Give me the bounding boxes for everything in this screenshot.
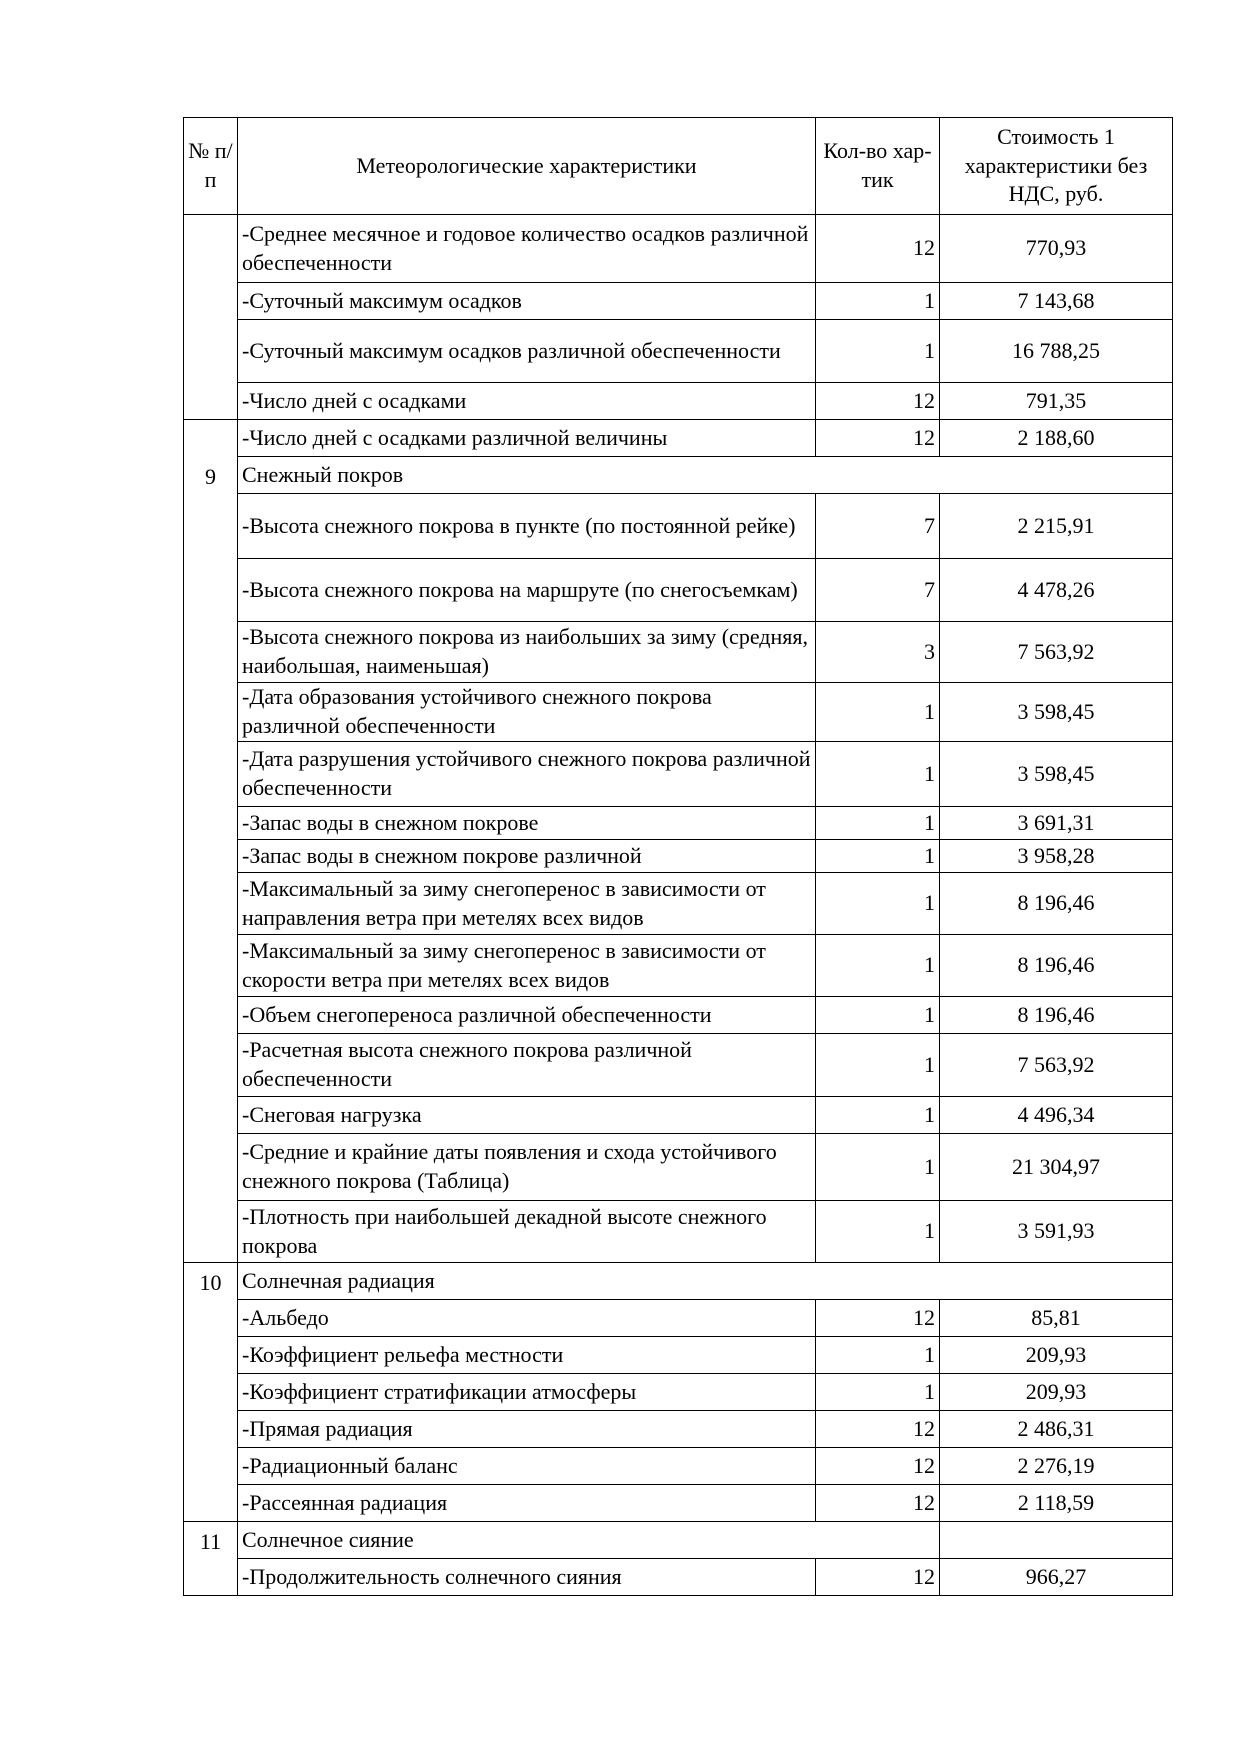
characteristic-name: -Высота снежного покрова из наибольших за зиму (средняя, наибольшая, наименьшая)	[238, 622, 816, 683]
characteristic-cost: 16 788,25	[940, 320, 1173, 383]
characteristic-cost: 3 591,93	[940, 1201, 1173, 1263]
table-row	[184, 683, 1173, 742]
characteristic-quantity: 1	[816, 935, 940, 997]
characteristic-cost: 7 563,92	[940, 622, 1173, 683]
characteristic-cost: 8 196,46	[940, 935, 1173, 997]
characteristic-cost: 3 598,45	[940, 683, 1173, 742]
characteristic-quantity: 1	[816, 320, 940, 383]
characteristic-name: -Дата образования устойчивого снежного покрова различной обеспеченности	[238, 683, 816, 742]
characteristic-cost: 7 563,92	[940, 1034, 1173, 1097]
characteristic-cost: 21 304,97	[940, 1134, 1173, 1201]
characteristic-cost: 2 276,19	[940, 1448, 1173, 1485]
characteristic-name: -Средние и крайние даты появления и схода устойчивого снежного покрова (Таблица)	[238, 1134, 816, 1201]
characteristic-quantity: 7	[816, 494, 940, 559]
characteristic-cost: 85,81	[940, 1300, 1173, 1337]
section-title: Снежный покров	[238, 457, 1173, 494]
characteristic-quantity: 12	[816, 420, 940, 457]
characteristic-name: -Продолжительность солнечного сияния	[238, 1559, 816, 1596]
characteristic-name: -Число дней с осадками	[238, 383, 816, 420]
header-quantity: Кол-во хар-тик	[816, 118, 940, 215]
table-row	[184, 1559, 1173, 1596]
table-row	[184, 742, 1173, 807]
table-row	[184, 1411, 1173, 1448]
characteristic-quantity: 7	[816, 559, 940, 622]
section-row	[184, 1522, 1173, 1559]
characteristic-quantity: 1	[816, 1134, 940, 1201]
characteristic-quantity: 1	[816, 742, 940, 807]
section-title: Солнечное сияние	[238, 1522, 940, 1559]
section-row	[184, 1263, 1173, 1300]
row-number-cell	[184, 215, 238, 420]
table-row	[184, 494, 1173, 559]
characteristic-quantity: 1	[816, 807, 940, 840]
characteristic-cost: 209,93	[940, 1374, 1173, 1411]
characteristic-name: -Запас воды в снежном покрове различной	[238, 840, 816, 873]
characteristic-name: -Коэффициент рельефа местности	[238, 1337, 816, 1374]
characteristic-quantity: 1	[816, 840, 940, 873]
characteristic-name: -Число дней с осадками различной величины	[238, 420, 816, 457]
characteristic-cost: 2 118,59	[940, 1485, 1173, 1522]
table-row	[184, 807, 1173, 840]
table-row	[184, 935, 1173, 997]
characteristic-quantity: 12	[816, 1559, 940, 1596]
characteristic-quantity: 12	[816, 1448, 940, 1485]
characteristic-name: -Объем снегопереноса различной обеспеченности	[238, 997, 816, 1034]
row-number-cell: 9	[184, 420, 238, 1263]
characteristic-name: -Максимальный за зиму снегоперенос в зависимости от направления ветра при метелях всех видов	[238, 873, 816, 935]
header-characteristic: Метеорологические характеристики	[238, 118, 816, 215]
characteristic-quantity: 1	[816, 873, 940, 935]
table-row	[184, 320, 1173, 383]
characteristic-quantity: 12	[816, 215, 940, 283]
table-row	[184, 1485, 1173, 1522]
row-number-cell: 11	[184, 1522, 238, 1596]
characteristic-quantity: 1	[816, 683, 940, 742]
characteristic-cost: 8 196,46	[940, 997, 1173, 1034]
table-row	[184, 1448, 1173, 1485]
characteristic-cost: 2 215,91	[940, 494, 1173, 559]
characteristic-quantity: 12	[816, 1300, 940, 1337]
characteristic-name: -Среднее месячное и годовое количество осадков различной обеспеченности	[238, 215, 816, 283]
characteristic-name: -Прямая радиация	[238, 1411, 816, 1448]
table-row	[184, 1374, 1173, 1411]
table-row	[184, 215, 1173, 283]
table-header-row	[184, 118, 1173, 215]
table-row	[184, 1201, 1173, 1263]
characteristic-cost: 3 691,31	[940, 807, 1173, 840]
table-row	[184, 997, 1173, 1034]
characteristic-quantity: 12	[816, 383, 940, 420]
characteristic-cost: 8 196,46	[940, 873, 1173, 935]
characteristic-quantity: 12	[816, 1485, 940, 1522]
characteristic-name: -Дата разрушения устойчивого снежного покрова различной обеспеченности	[238, 742, 816, 807]
characteristic-name: -Коэффициент стратификации атмосферы	[238, 1374, 816, 1411]
table-row	[184, 1134, 1173, 1201]
section-row	[184, 457, 1173, 494]
characteristic-cost: 791,35	[940, 383, 1173, 420]
characteristic-quantity: 12	[816, 1411, 940, 1448]
characteristic-quantity: 1	[816, 1337, 940, 1374]
table-row	[184, 1034, 1173, 1097]
characteristic-name: -Суточный максимум осадков различной обеспеченности	[238, 320, 816, 383]
characteristic-cost: 209,93	[940, 1337, 1173, 1374]
table-row	[184, 1337, 1173, 1374]
characteristic-quantity: 1	[816, 997, 940, 1034]
table-row	[184, 873, 1173, 935]
characteristic-quantity: 1	[816, 1201, 940, 1263]
characteristic-cost: 4 496,34	[940, 1097, 1173, 1134]
characteristic-cost: 3 958,28	[940, 840, 1173, 873]
table-row	[184, 383, 1173, 420]
characteristic-quantity: 1	[816, 1097, 940, 1134]
characteristic-cost: 2 486,31	[940, 1411, 1173, 1448]
table-row	[184, 622, 1173, 683]
characteristic-name: -Снеговая нагрузка	[238, 1097, 816, 1134]
section-title: Солнечная радиация	[238, 1263, 1173, 1300]
characteristic-quantity: 1	[816, 1374, 940, 1411]
characteristic-name: -Максимальный за зиму снегоперенос в зависимости от скорости ветра при метелях всех видов	[238, 935, 816, 997]
characteristic-cost: 4 478,26	[940, 559, 1173, 622]
characteristic-cost: 7 143,68	[940, 283, 1173, 320]
characteristic-name: -Радиационный баланс	[238, 1448, 816, 1485]
characteristic-name: -Суточный максимум осадков	[238, 283, 816, 320]
characteristic-name: -Альбедо	[238, 1300, 816, 1337]
characteristic-cost: 770,93	[940, 215, 1173, 283]
table-row	[184, 420, 1173, 457]
characteristic-quantity: 1	[816, 1034, 940, 1097]
characteristic-name: -Запас воды в снежном покрове	[238, 807, 816, 840]
header-cost: Стоимость 1 характеристики без НДС, руб.	[940, 118, 1173, 215]
characteristic-quantity: 1	[816, 283, 940, 320]
characteristic-name: -Высота снежного покрова в пункте (по постоянной рейке)	[238, 494, 816, 559]
meteorological-characteristics-table	[183, 117, 1173, 1596]
table-row	[184, 1097, 1173, 1134]
header-number: № п/п	[184, 118, 238, 215]
characteristic-name: -Расчетная высота снежного покрова различной обеспеченности	[238, 1034, 816, 1097]
table-row	[184, 283, 1173, 320]
table-row	[184, 1300, 1173, 1337]
characteristic-name: -Высота снежного покрова на маршруте (по снегосъемкам)	[238, 559, 816, 622]
row-number-cell: 10	[184, 1263, 238, 1522]
characteristic-name: -Плотность при наибольшей декадной высоте снежного покрова	[238, 1201, 816, 1263]
characteristic-cost: 2 188,60	[940, 420, 1173, 457]
table-row	[184, 840, 1173, 873]
empty-cost-cell	[940, 1522, 1173, 1559]
characteristic-quantity: 3	[816, 622, 940, 683]
characteristic-name: -Рассеянная радиация	[238, 1485, 816, 1522]
characteristic-cost: 966,27	[940, 1559, 1173, 1596]
characteristic-cost: 3 598,45	[940, 742, 1173, 807]
table-row	[184, 559, 1173, 622]
table-body	[184, 215, 1173, 1596]
